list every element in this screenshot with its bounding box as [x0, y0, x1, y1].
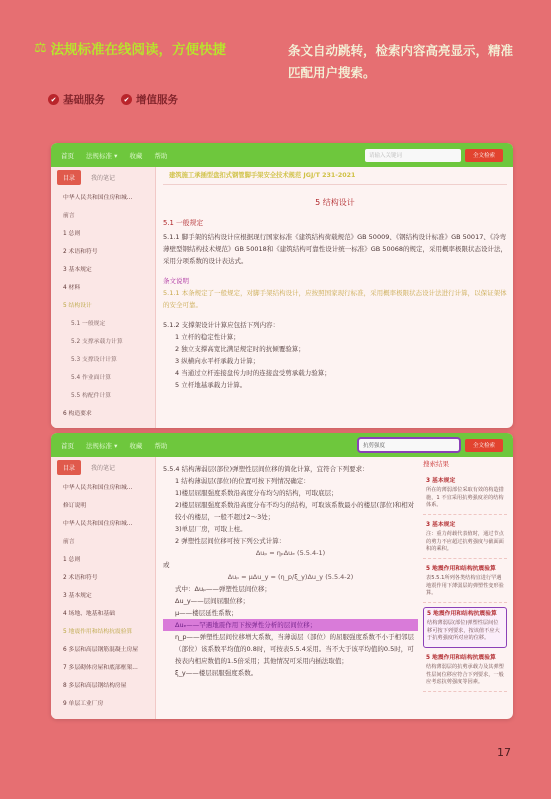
badge-label: 增值服务 — [136, 94, 178, 106]
doc-content — [163, 167, 507, 428]
toc-item[interactable]: 6 多层和高层钢筋混凝土房屋 — [63, 646, 139, 653]
clause-text: 5.1.2 支撑架设计计算应包括下列内容： — [163, 321, 280, 329]
nav-standards[interactable]: 法规标准 ▾ — [86, 151, 118, 160]
formula: Δuₚ = μΔu_y = (η_p/ξ_y)Δu_y (5.5.4-2) — [227, 573, 354, 581]
headline-text: 法规标准在线阅读，方便快捷 — [50, 42, 227, 58]
result-card[interactable] — [423, 652, 507, 692]
toc-subitem[interactable]: 5.5 构配件计算 — [71, 392, 112, 399]
clause-text: 5.1.1 脚手架的结构设计应根据现行国家标准《建筑结构荷载规范》GB 50009、《钢结构设计标准》GB 50017、《冷弯薄壁型钢结构技术规范》GB 50018和《建筑结构可靠性设计统一标准》GB 50068的规定，采用概率极限状态设计法，采用分项系数的设计表达式。 — [163, 233, 507, 265]
toc-subitem[interactable]: 5.2 支撑承载力计算 — [71, 338, 123, 345]
toc-item[interactable]: 8 多层和高层钢结构房屋 — [63, 682, 127, 689]
badge-basic — [48, 92, 105, 107]
tab-notes[interactable]: 我的笔记 — [91, 464, 116, 472]
result-snippet: 表5.5.1所列各类结构宜进行罕遇地震作用下薄弱层的弹塑性变形验算。 — [426, 575, 504, 596]
toc-item[interactable]: 4 材料 — [63, 284, 81, 291]
definition: μ——楼层延性系数； — [175, 609, 238, 617]
list-item: 3 纵横向水平杆承载力计算； — [175, 357, 260, 365]
list-item: 2)楼层屈服强度系数沿高度分布不均匀的结构，可取该系数最小的楼层(部位)和相对较小的楼层，一般不超过2～3处； — [175, 501, 415, 521]
toc-item[interactable]: 中华人民共和国住房和城... — [63, 520, 133, 527]
tab-notes[interactable]: 我的笔记 — [91, 174, 116, 182]
toc-sidebar — [51, 167, 156, 428]
results-title: 搜索结果 — [423, 460, 449, 468]
tab-toc[interactable]: 目录 — [57, 460, 81, 475]
toc-item-active[interactable]: 5 地震作用和结构抗震验算 — [63, 628, 133, 635]
result-title: 5 地震作用和结构抗震验算 — [426, 565, 496, 572]
description: 条文自动跳转，检索内容高亮显示，精准匹配用户搜索。 — [288, 43, 514, 80]
page-number: 17 — [497, 746, 511, 759]
clause-text: 5.5.4 结构薄弱层(部位)弹塑性层间位移的简化计算，宜符合下列要求： — [163, 465, 369, 473]
badge-premium — [121, 92, 178, 107]
toc-item[interactable]: 2 术语和符号 — [63, 248, 98, 255]
nav-favorites[interactable]: 收藏 — [129, 441, 143, 450]
list-item: 1 立杆的稳定性计算； — [175, 333, 240, 341]
result-snippet: 所在的薄弱部位采取有效的构造措施，1 不宜采用抗剪强度差的结构体系。 — [426, 487, 504, 508]
toc-item[interactable]: 9 单层工业厂房 — [63, 700, 104, 707]
tab-toc[interactable]: 目录 — [57, 170, 81, 185]
section-heading: 5 结构设计 — [315, 198, 355, 207]
nav-home[interactable]: 首页 — [61, 441, 74, 450]
list-item: 4 当通过立杆连接盘传力时的连接盘受剪承载力验算； — [175, 369, 331, 377]
list-item: 2 弹塑性层间位移可按下列公式计算： — [175, 537, 286, 545]
scales-icon: ⚖ — [34, 40, 47, 56]
check-icon: ✔ — [48, 94, 59, 105]
result-title: 5 地震作用和结构抗震验算 — [427, 610, 497, 617]
nav-standards[interactable]: 法规标准 ▾ — [86, 441, 118, 450]
result-snippet: 结构薄弱层(部位)弹塑性层间位移可按下列要求，按该值不应大于抗剪强度所对应的位移。 — [427, 620, 500, 641]
nav-help[interactable]: 帮助 — [154, 151, 168, 160]
top-nav — [51, 433, 513, 457]
toc-item[interactable]: 2 术语和符号 — [63, 574, 98, 581]
toc-item[interactable]: 6 构造要求 — [63, 410, 92, 417]
result-snippet: 结构薄弱层的抗剪承载力及其弹塑性层间位移应符合下列要求，一般应考虑抗剪强度等因素。 — [426, 664, 504, 685]
result-title: 5 地震作用和结构抗震验算 — [426, 654, 496, 661]
toc-item[interactable]: 1 总则 — [63, 556, 81, 563]
toc-sidebar — [51, 457, 156, 719]
reader-window-1 — [51, 143, 513, 428]
toc-item[interactable]: 前言 — [63, 538, 75, 545]
list-item: 1 结构薄弱层(部位)的位置可按下列情况确定： — [175, 477, 310, 485]
toc-item[interactable]: 中华人民共和国住房和城... — [63, 194, 133, 201]
result-card[interactable] — [423, 563, 507, 603]
search-button[interactable]: 全文检索 — [465, 149, 503, 162]
definition: ξ_y——楼层屈服强度系数。 — [175, 669, 258, 677]
definition: Δu_y——层间屈服位移； — [175, 597, 250, 605]
search-input[interactable]: 请输入关键词 — [365, 149, 461, 162]
nav-favorites[interactable]: 收藏 — [129, 151, 143, 160]
subsection-heading: 5.1 一般规定 — [163, 219, 204, 227]
toc-item[interactable]: 7 多层砌体房屋和底部框架... — [63, 664, 138, 671]
nav-home[interactable]: 首页 — [61, 151, 74, 160]
toc-item[interactable]: 4 场地、地基和基础 — [63, 610, 115, 617]
result-title: 3 基本规定 — [426, 521, 456, 528]
headline — [34, 38, 279, 58]
doc-title: 建筑施工承插型盘扣式钢管脚手架安全技术规范 JGJ/T 231-2021 — [163, 167, 507, 185]
toc-subitem[interactable]: 5.3 支撑设计计算 — [71, 356, 117, 363]
definition: η_p——弹塑性层间位移增大系数，当薄弱层（部位）的屈服强度系数不小于相邻层（部位）该系数平均值的0.8时，可按表5.5.4采用。当不大于该平均值的0.5时，可按表内相应数值的1.5倍采用；其他情况可采用内插法取值； — [175, 633, 414, 665]
list-item: 3)单层厂房，可取上柱。 — [175, 525, 247, 533]
badge-label: 基础服务 — [63, 94, 105, 106]
toc-subitem[interactable]: 5.4 作业面计算 — [71, 374, 112, 381]
toc-item[interactable]: 中华人民共和国住房和城... — [63, 484, 133, 491]
list-item: 1)楼层屈服强度系数沿高度分布均匀的结构，可取底层； — [175, 489, 338, 497]
result-card[interactable] — [423, 475, 507, 515]
check-icon: ✔ — [121, 94, 132, 105]
toc-item-active[interactable]: 5 结构设计 — [63, 302, 92, 309]
result-card[interactable] — [423, 519, 507, 559]
nav-help[interactable]: 帮助 — [154, 441, 168, 450]
formula-or: 或 — [163, 561, 170, 569]
result-card-selected[interactable] — [423, 607, 507, 648]
toc-item[interactable]: 3 基本规定 — [63, 266, 92, 273]
toc-item[interactable]: 修订说明 — [63, 502, 87, 509]
top-nav — [51, 143, 513, 167]
note-text: 5.1.1 本条规定了一般规定，对脚手架结构设计，应按照国家现行标准，采用概率极限状态设计法进行计算，以保证架体的安全可靠。 — [163, 289, 507, 309]
search-button[interactable]: 全文检索 — [465, 439, 503, 452]
service-badges — [48, 92, 178, 107]
definition: 式中：Δuₚ——弹塑性层间位移； — [175, 585, 271, 593]
highlighted-definition: Δuₑ——罕遇地震作用下按弹性分析的层间位移； — [163, 619, 418, 631]
list-item: 5 立杆地基承载力计算。 — [175, 381, 247, 389]
toc-item[interactable]: 3 基本规定 — [63, 592, 92, 599]
note-tag[interactable]: 条文说明 — [163, 277, 189, 285]
clause-note — [163, 275, 507, 311]
toc-item[interactable]: 前言 — [63, 212, 75, 219]
doc-content — [163, 463, 418, 719]
search-input[interactable]: 抗剪强度 — [357, 437, 461, 453]
search-results-panel — [423, 461, 507, 715]
result-snippet: 注：重力荷载代表值时，通过节点的剪力不应超过抗剪强度与截面面积的乘积。 — [426, 531, 504, 552]
toc-item[interactable]: 1 总则 — [63, 230, 81, 237]
reader-window-2 — [51, 433, 513, 719]
list-item: 2 独立支撑高宽比满足规定时的抗倾覆验算； — [175, 345, 305, 353]
result-title: 3 基本规定 — [426, 477, 456, 484]
toc-subitem[interactable]: 5.1 一般规定 — [71, 320, 106, 327]
formula: Δuₚ = ηₚΔuₑ (5.5.4-1) — [255, 549, 326, 557]
